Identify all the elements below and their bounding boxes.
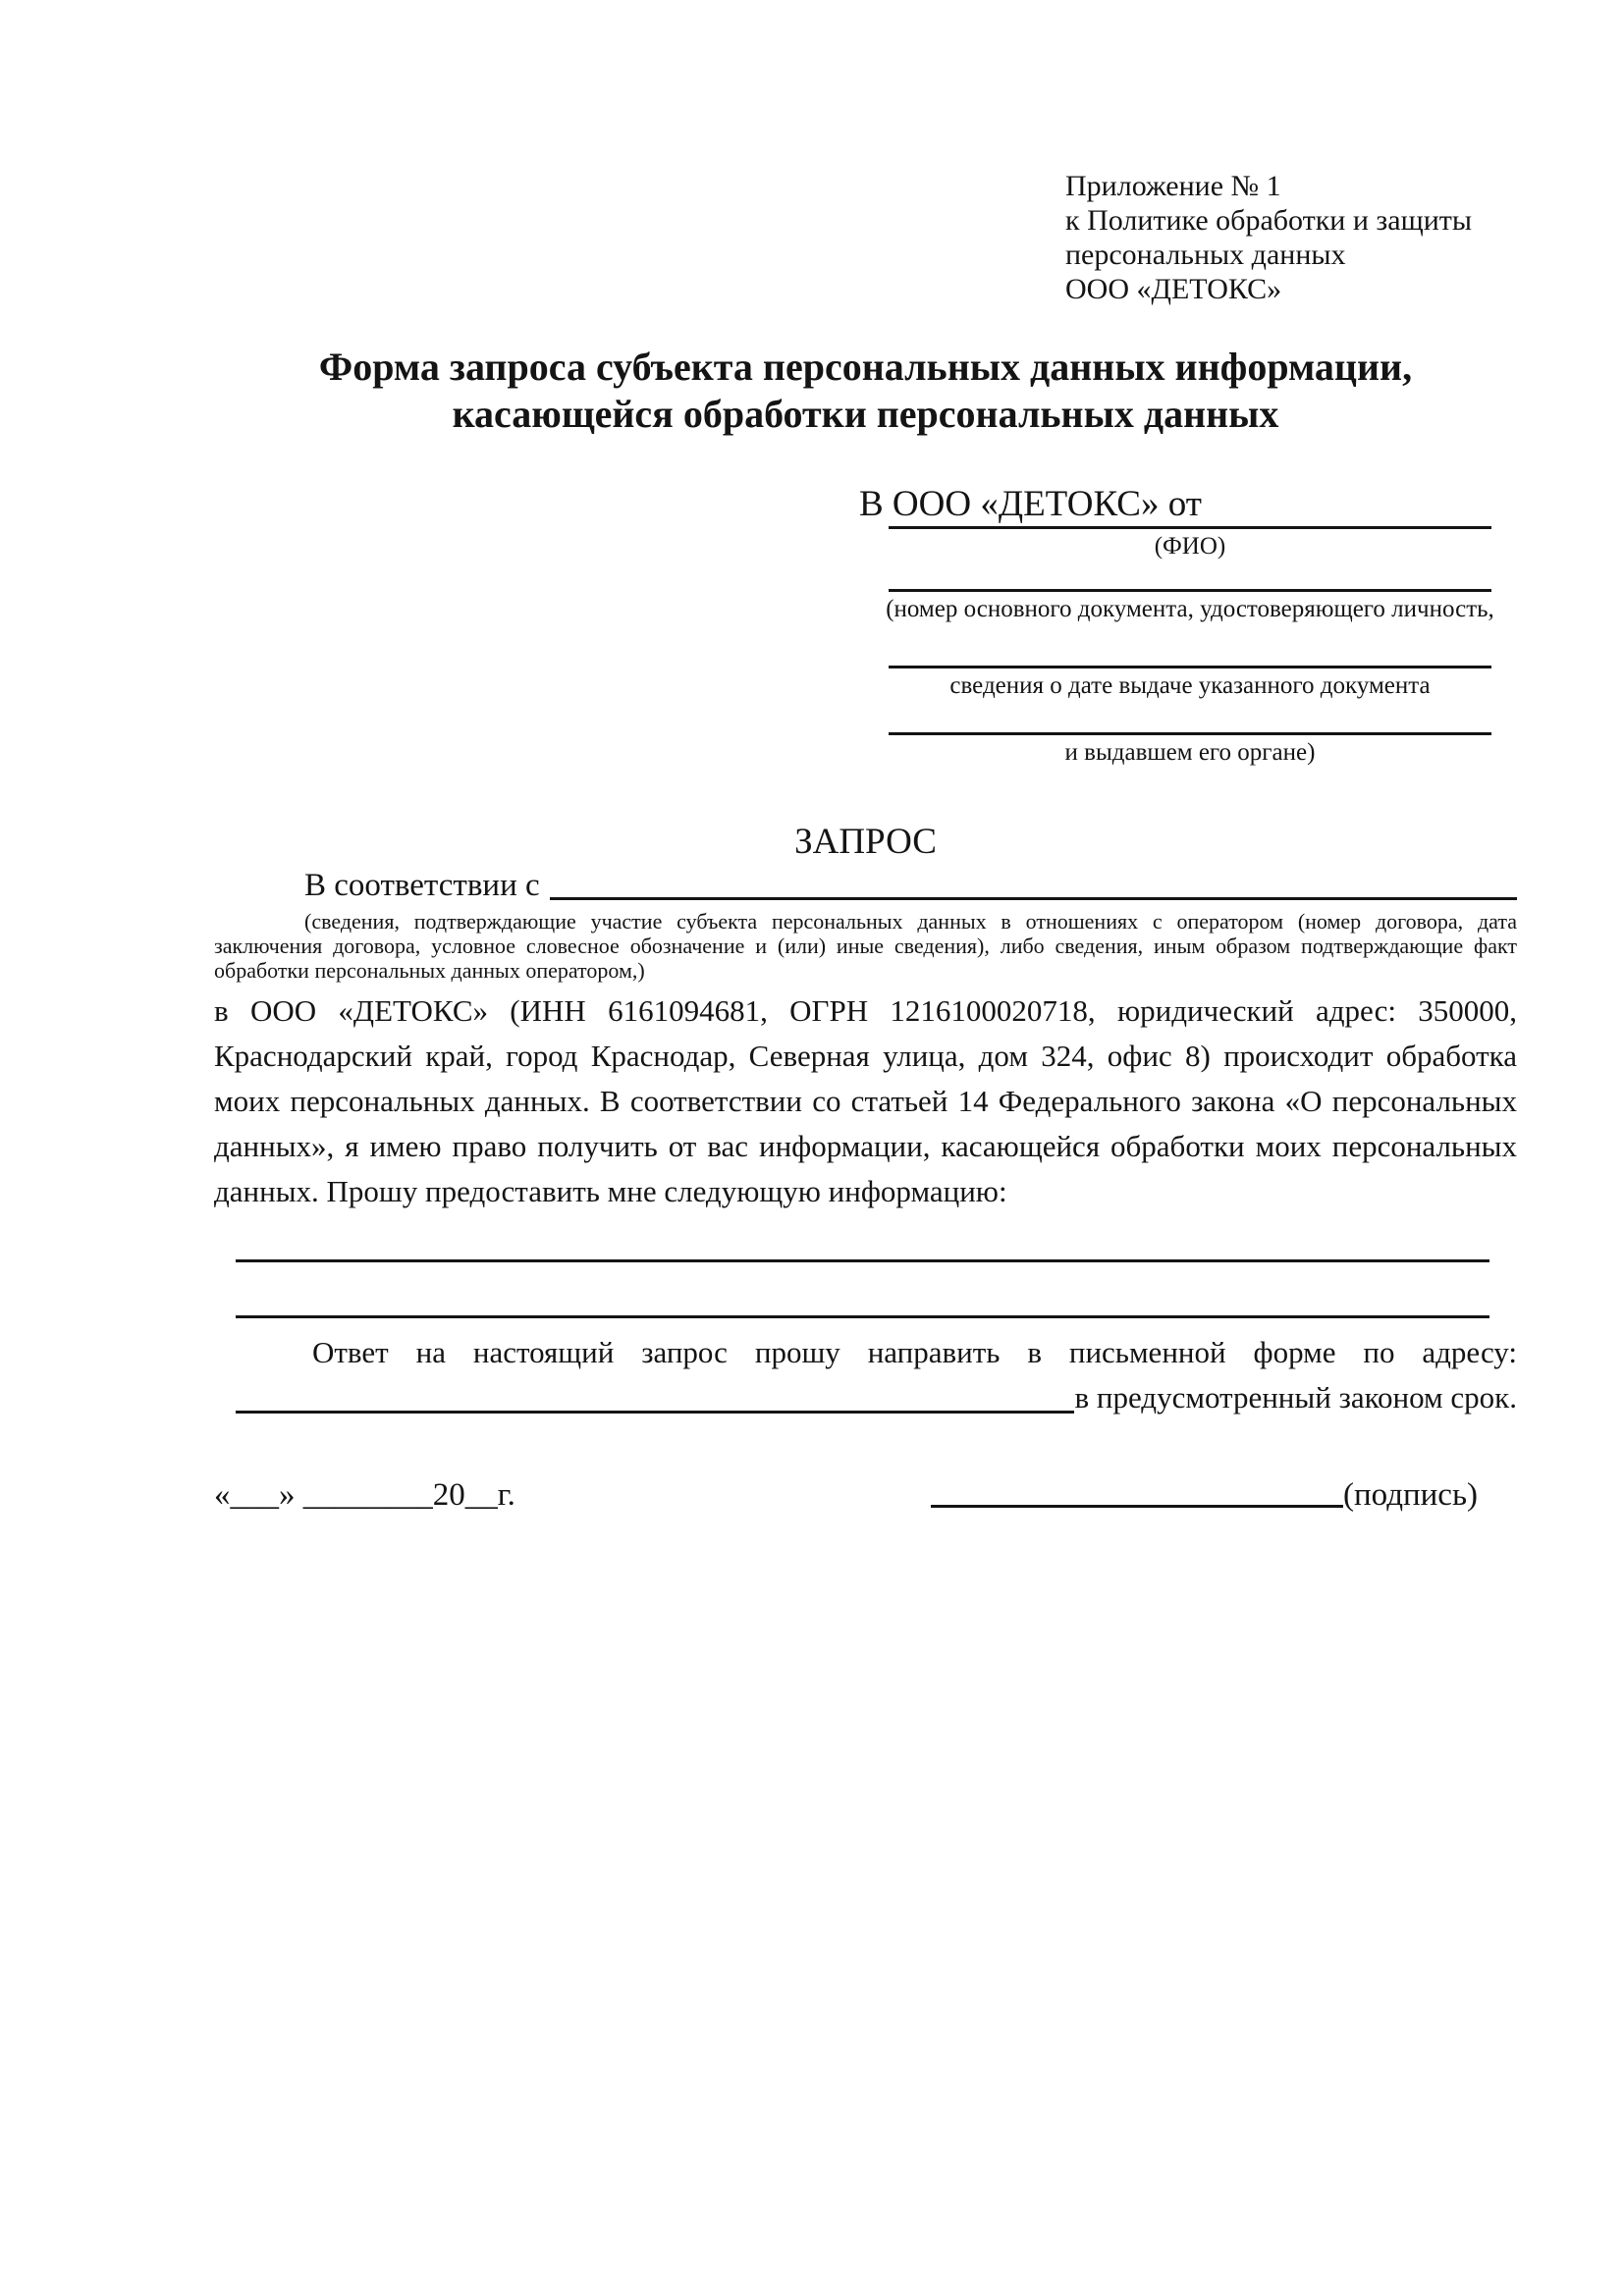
reply-deadline-text: в предусмотренный законом срок. (1074, 1380, 1517, 1415)
issuing-authority-blank-line (889, 732, 1491, 735)
appendix-number: Приложение № 1 (1065, 170, 1281, 202)
appendix-reference-block (1065, 169, 1517, 306)
signature-blank-line (931, 1505, 1343, 1508)
date-signature-row (214, 1475, 1517, 1515)
issue-date-blank-line (889, 666, 1491, 668)
document-title (214, 344, 1517, 438)
document-number-blank-line (889, 589, 1491, 592)
document-title-line-1: Форма запроса субъекта персональных данных информации, (318, 345, 1413, 389)
accordance-line (214, 864, 1517, 907)
date-blank-line: «___» ________20__г. (214, 1477, 515, 1513)
policy-reference-line-1: к Политике обработки и защиты (1065, 204, 1473, 237)
fio-blank-line (889, 526, 1491, 529)
reply-address-row (236, 1375, 1517, 1420)
accordance-prefix: В соответствии с (304, 868, 540, 903)
issuing-authority-caption: и выдавшем его органе) (1064, 739, 1316, 766)
document-number-caption: (номер основного документа, удостоверяющего личность, (886, 596, 1494, 622)
accordance-footnote: (сведения, подтверждающие участие субъекта персональных данных в отношениях с оператором (номер договора, дата заключения договора, условное словесное обозначение и (или) иные сведения), либо сведения, иным образом подтверждающие факт обработки персональных данных оператором,) (214, 909, 1517, 983)
request-body-paragraph: в ООО «ДЕТОКС» (ИНН 6161094681, ОГРН 1216100020718, юридический адрес: 350000, Краснодарский край, город Краснодар, Северная улица, дом 324, офис 8) происходит обработка моих персональных данных. В соответствии со статьей 14 Федерального закона «О персональных данных», я имею право получить от вас информации, касающейся обработки моих персональных данных. Прошу предоставить мне следующую информацию: (214, 993, 1517, 1208)
signature-group (931, 1475, 1478, 1515)
policy-reference-line-2: персональных данных (1065, 239, 1346, 271)
accordance-blank-line (550, 864, 1517, 900)
requested-info-blank-line-2 (236, 1315, 1489, 1318)
requested-info-blank-line-1 (236, 1259, 1489, 1262)
addressee-line: В ООО «ДЕТОКС» от (859, 484, 1202, 524)
company-name: ООО «ДЕТОКС» (1065, 273, 1282, 305)
document-title-line-2: касающейся обработки персональных данных (452, 392, 1279, 436)
signature-caption: (подпись) (1343, 1477, 1478, 1513)
reply-address-sentence: Ответ на настоящий запрос прошу направить в письменной форме по адресу: (312, 1335, 1517, 1369)
issue-date-caption: сведения о дате выдаче указанного документа (949, 672, 1431, 699)
fio-caption: (ФИО) (1154, 533, 1226, 560)
reply-address-blank-line (236, 1375, 1074, 1414)
addressee-fields (886, 526, 1494, 766)
request-heading: ЗАПРОС (794, 822, 937, 862)
document-content (214, 0, 1517, 1515)
